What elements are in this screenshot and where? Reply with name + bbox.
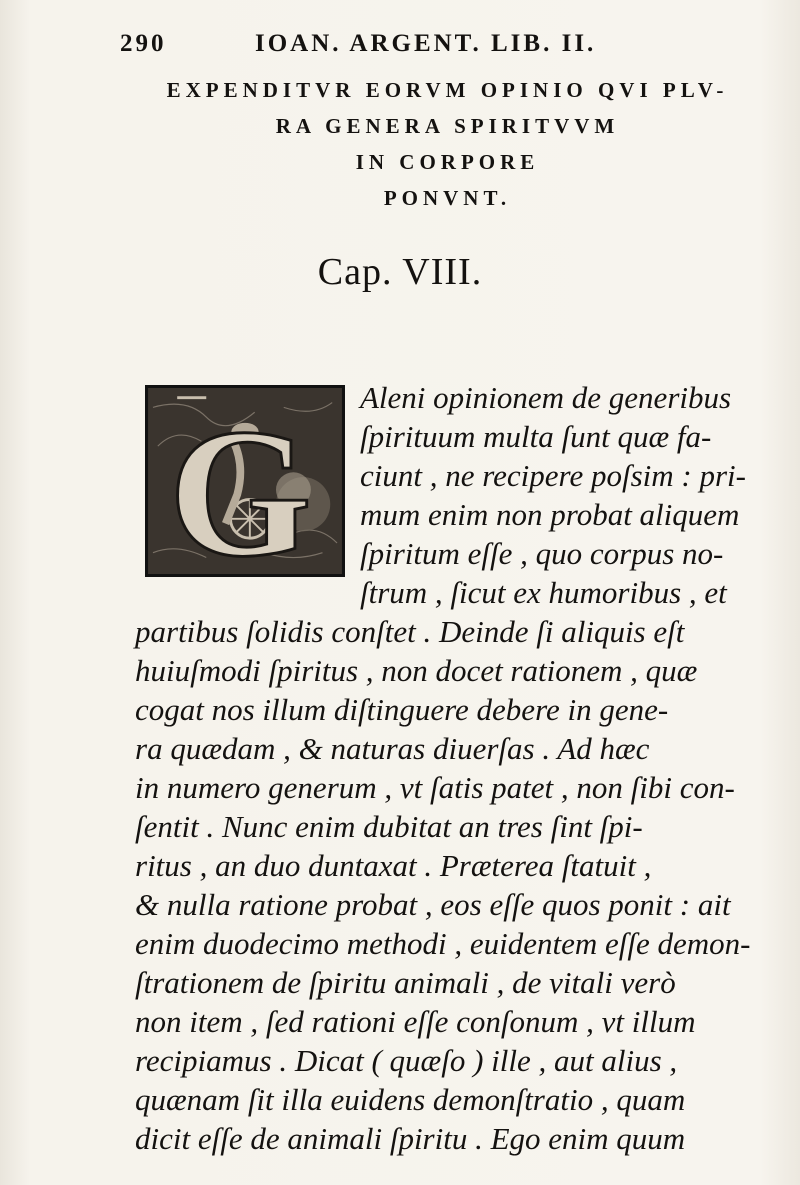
text-line: non item , ſed rationi eſſe conſonum , vt illum	[135, 1004, 696, 1039]
heading-line: RA GENERA SPIRITVVM	[275, 114, 620, 138]
text-line: mum enim non probat aliquem	[360, 497, 740, 532]
running-head	[120, 30, 760, 64]
text-line: ſentit . Nunc enim dubitat an tres ſint ſpi-	[135, 809, 643, 844]
text-line: Aleni opinionem de generibus	[360, 380, 732, 415]
initial-letter: G	[168, 390, 312, 574]
text-line: enim duodecimo methodi , euidentem eſſe demon-	[135, 926, 751, 961]
text-line: in numero generum , vt ſatis patet , non ſibi con-	[135, 770, 735, 805]
text-line: ſtrum , ſicut ex humoribus , et	[360, 575, 727, 610]
page-number: 290	[120, 30, 167, 57]
text-line: cogat nos illum diſtinguere debere in gene-	[135, 692, 669, 727]
text-line: ra quædam , & naturas diuerſas . Ad hæc	[135, 731, 650, 766]
text-line: ritus , an duo duntaxat . Præterea ſtatuit ,	[135, 848, 652, 883]
text-line: ciunt , ne recipere poſsim : pri-	[360, 458, 746, 493]
text-line: & nulla ratione probat , eos eſſe quos ponit : ait	[135, 887, 731, 922]
heading-line: PONVNT.	[383, 186, 512, 210]
heading-line: EXPENDITVR EORVM OPINIO QVI PLV-	[166, 78, 729, 102]
heading-line: IN CORPORE	[355, 150, 540, 174]
woodcut-illustration	[148, 388, 342, 574]
text-line: quænam ſit illa euidens demonſtratio , quam	[135, 1082, 686, 1117]
chapter-heading	[125, 72, 770, 216]
text-line: ſpirituum multa ſunt quæ fa-	[360, 419, 712, 454]
running-title: IOAN. ARGENT. LIB. II.	[255, 30, 597, 57]
chapter-title: Cap. VIII.	[317, 251, 483, 293]
text-line: partibus ſolidis conſtet . Deinde ſi aliquis eſt	[135, 614, 685, 649]
text-line: ſpiritum eſſe , quo corpus no-	[360, 536, 724, 571]
text-line: huiuſmodi ſpiritus , non docet rationem , quæ	[135, 653, 698, 688]
text-line: recipiamus . Dicat ( quæſo ) ille , aut alius ,	[135, 1043, 678, 1078]
text-line: dicit eſſe de animali ſpiritu . Ego enim quum	[135, 1121, 686, 1156]
text-line: ſtrationem de ſpiritu animali , de vitali verò	[135, 965, 676, 1000]
decorated-initial	[145, 385, 345, 577]
